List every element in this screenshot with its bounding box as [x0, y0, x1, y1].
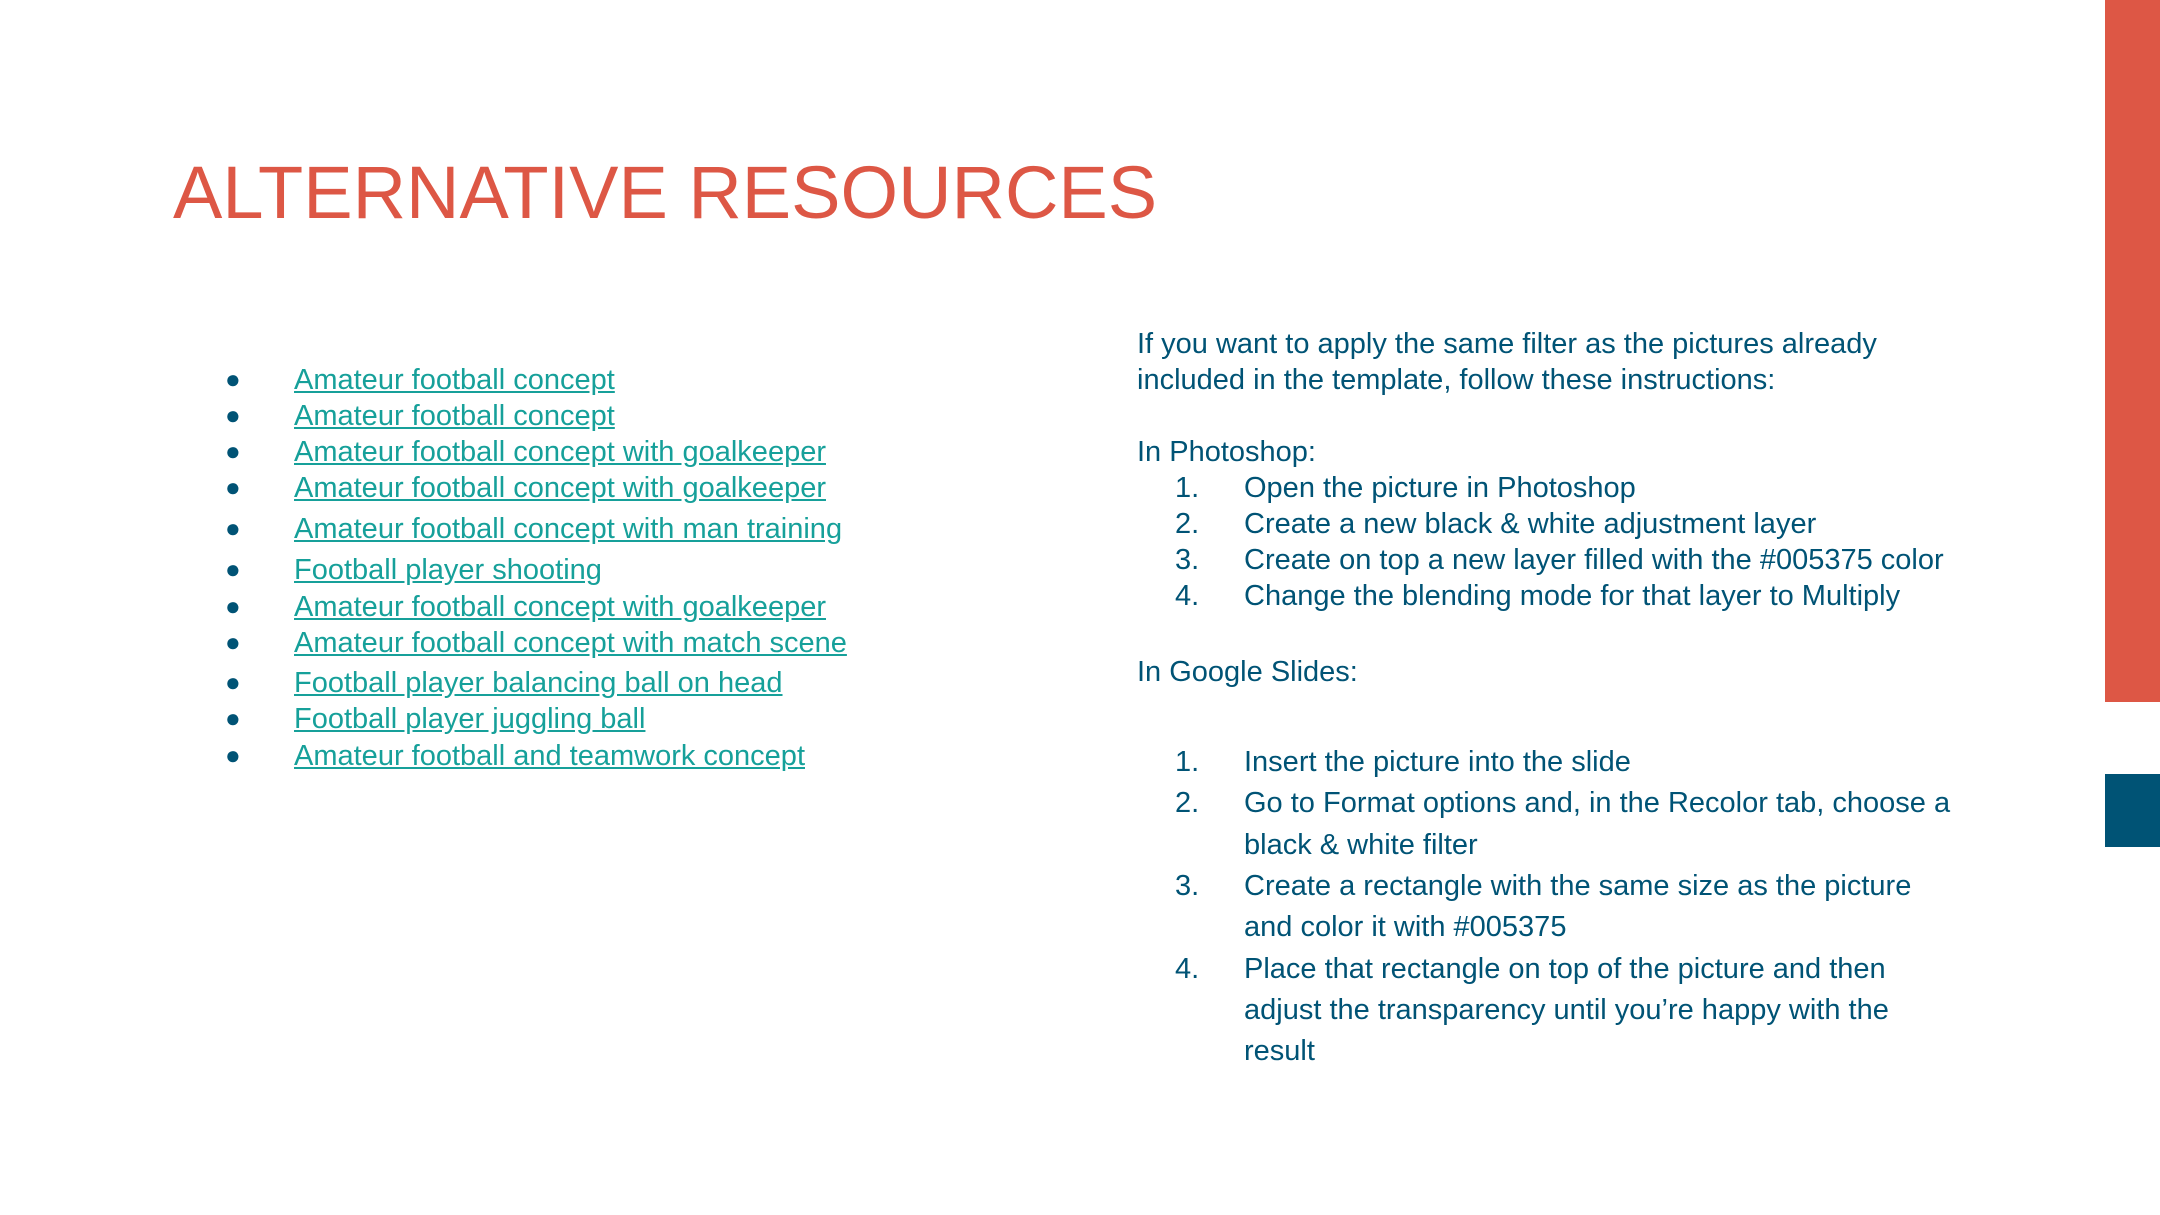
resource-link[interactable]: Football player juggling ball — [294, 703, 646, 735]
slide-title: ALTERNATIVE RESOURCES — [173, 151, 1158, 234]
step-number: 3. — [1175, 870, 1200, 902]
bullet-icon: ● — [225, 740, 241, 770]
resource-link[interactable]: Amateur football concept with goalkeeper — [294, 591, 826, 623]
bullet-icon: ● — [225, 364, 241, 394]
resource-link[interactable]: Amateur football concept with goalkeeper — [294, 472, 826, 504]
step-text: adjust the transparency until you’re happy with the — [1244, 994, 1889, 1026]
step-text: Create on top a new layer filled with the #005375 color — [1244, 544, 1944, 576]
resource-link[interactable]: Football player shooting — [294, 554, 602, 586]
step-text: Insert the picture into the slide — [1244, 746, 1631, 778]
step-text: Create a rectangle with the same size as the picture — [1244, 870, 1912, 902]
step-number: 4. — [1175, 580, 1200, 612]
step-number: 1. — [1175, 472, 1200, 504]
resource-link[interactable]: Amateur football concept — [294, 364, 615, 396]
resource-link[interactable]: Amateur football concept with goalkeeper — [294, 436, 826, 468]
step-text: result — [1244, 1035, 1315, 1067]
bullet-icon: ● — [225, 554, 241, 584]
step-text: black & white filter — [1244, 829, 1478, 861]
step-text: and color it with #005375 — [1244, 911, 1567, 943]
step-number: 2. — [1175, 787, 1200, 819]
resource-link[interactable]: Amateur football concept with man training — [294, 513, 843, 545]
bullet-icon: ● — [225, 703, 241, 733]
step-text: Go to Format options and, in the Recolor tab, choose a — [1244, 787, 1951, 819]
bullet-icon: ● — [225, 627, 241, 657]
resource-link[interactable]: Amateur football and teamwork concept — [294, 740, 805, 772]
step-text: Open the picture in Photoshop — [1244, 472, 1636, 504]
accent-bar-bottom — [2105, 774, 2160, 847]
bullet-icon: ● — [225, 472, 241, 502]
step-text: Create a new black & white adjustment layer — [1244, 508, 1817, 540]
photoshop-heading: In Photoshop: — [1137, 436, 1316, 468]
intro-line-1: If you want to apply the same filter as the pictures already — [1137, 328, 1877, 360]
resource-link[interactable]: Amateur football concept with match scene — [294, 627, 847, 659]
bullet-icon: ● — [225, 400, 241, 430]
step-text: Change the blending mode for that layer to Multiply — [1244, 580, 1901, 612]
accent-bar-top — [2105, 0, 2160, 702]
bullet-icon: ● — [225, 513, 241, 543]
bullet-icon: ● — [225, 591, 241, 621]
resource-link[interactable]: Football player balancing ball on head — [294, 667, 783, 699]
step-number: 2. — [1175, 508, 1200, 540]
resource-link[interactable]: Amateur football concept — [294, 400, 615, 432]
bullet-icon: ● — [225, 436, 241, 466]
step-number: 4. — [1175, 953, 1200, 985]
step-text: Place that rectangle on top of the picture and then — [1244, 953, 1886, 985]
step-number: 1. — [1175, 746, 1200, 778]
intro-line-2: included in the template, follow these instructions: — [1137, 364, 1776, 396]
step-number: 3. — [1175, 544, 1200, 576]
google-slides-heading: In Google Slides: — [1137, 656, 1358, 688]
bullet-icon: ● — [225, 667, 241, 697]
